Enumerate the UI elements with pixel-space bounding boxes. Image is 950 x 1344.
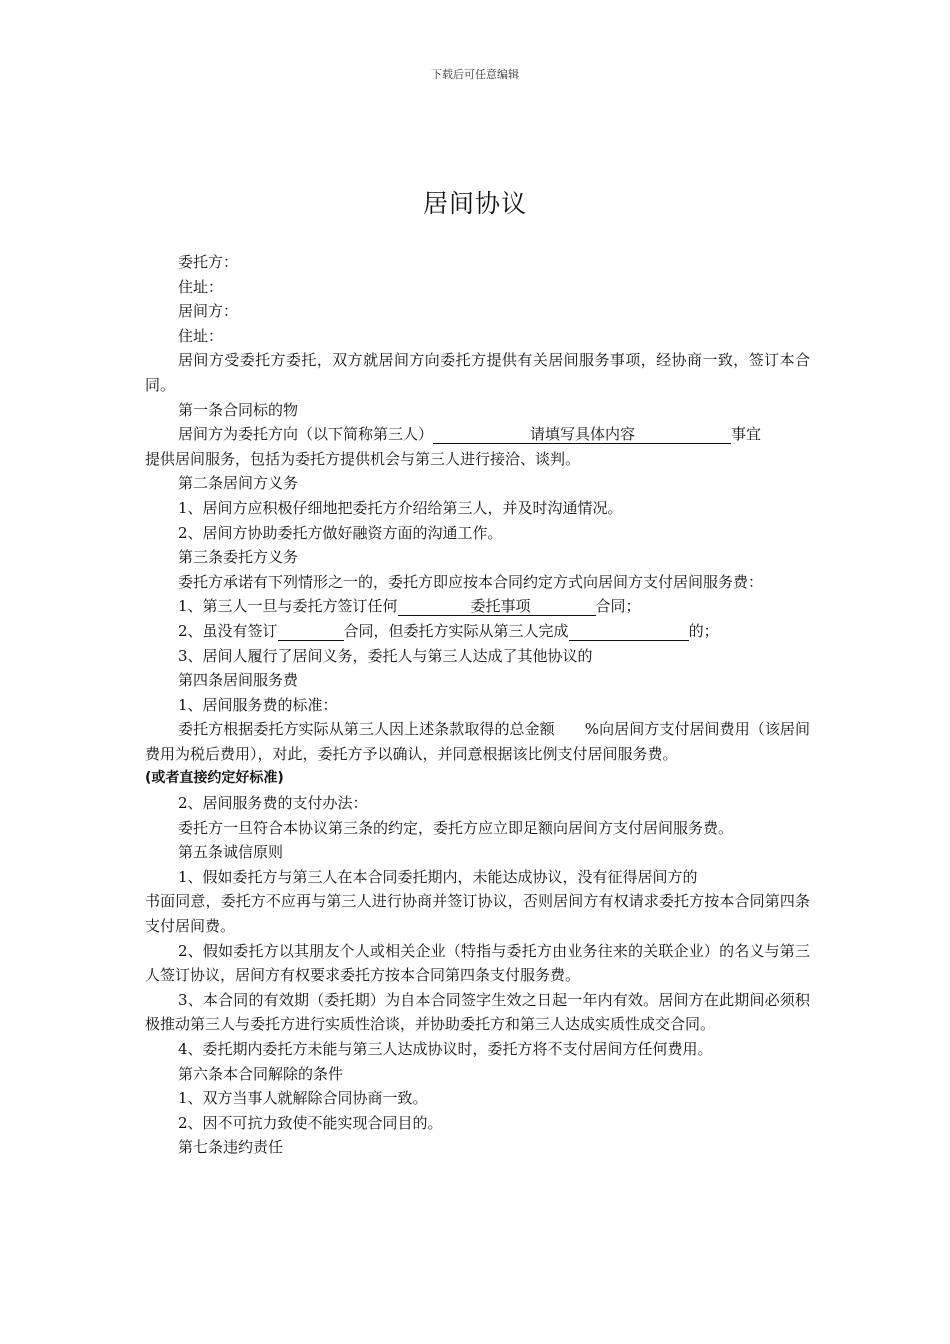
contract-blank[interactable] [278,623,344,641]
article-5-item-3: 3、本合同的有效期（委托期）为自本合同签字生效之日起一年内有效。居间方在此期间必须积极推动第三人与委托方进行实质性洽谈，并协助委托方和第三人达成实质性成交合同。 [145,990,810,1034]
article-3-item-3: 3、居间人履行了居间义务，委托人与第三人达成了其他协议的 [178,646,593,665]
broker-address-label: 住址： [178,326,224,345]
article-1-heading: 第一条合同标的物 [178,400,299,419]
article-3-heading: 第三条委托方义务 [178,548,299,567]
document-title: 居间协议 [422,189,527,218]
article-3-item-1-prefix: 1、第三人一旦与委托方签订任何 [178,597,398,616]
broker-label: 居间方： [178,302,239,321]
article-5-item-1-rest: 书面同意，委托方不应再与第三人进行协商并签订协议，否则居间方有权请求委托方按本合同第四条支付居间费。 [145,892,810,936]
matter-blank[interactable] [398,598,596,616]
article-3-item-1 [145,594,810,619]
article-1-prefix: 居间方为委托方向（以下简称第三人） [178,425,434,444]
article-3-intro: 委托方承诺有下列情形之一的，委托方即应按本合同约定方式向居间方支付居间服务费： [178,572,764,591]
article-2-heading: 第二条居间方义务 [178,474,299,493]
article-3-item-2-c: 的； [688,621,719,640]
article-4-heading: 第四条居间服务费 [178,671,299,690]
article-5-heading: 第五条诚信原则 [178,843,284,862]
document-body [145,250,810,1160]
article-1-line2: 提供居间服务，包括为委托方提供机会与第三人进行接洽、谈判。 [145,449,581,468]
subject-blank-text: 请填写具体内容 [530,425,636,444]
article-6-heading: 第六条本合同解除的条件 [178,1064,344,1083]
article-6-item-2: 2、因不可抗力致使不能实现合同目的。 [178,1113,443,1132]
subject-blank[interactable] [433,426,731,444]
article-2-item-1: 1、居间方应积极仔细地把委托方介绍给第三人，并及时沟通情况。 [178,498,623,517]
article-2-item-2: 2、居间方协助委托方做好融资方面的沟通工作。 [178,523,503,542]
article-5-item-2: 2、假如委托方以其朋友个人或相关企业（特指与委托方由业务往来的关联企业）的名义与第三人签订协议，居间方有权要求委托方按本合同第四条支付服务费。 [145,941,810,985]
article-4-fee-paragraph [145,717,810,766]
article-3-item-2-b: 合同，但委托方实际从第三人完成 [343,621,569,640]
article-3-item-2-a: 2、虽没有签订 [178,621,278,640]
completion-blank[interactable] [569,623,689,641]
article-4-para-b: %向居间方支付居间费用（该居间费用为税后费用），对此，委托方予以确认，并同意根据该比例支付居间服务费。 [145,720,810,763]
client-address-label: 住址： [178,277,224,296]
matter-blank-text: 委托事项 [470,597,531,616]
article-6-item-1: 1、双方当事人就解除合同协商一致。 [178,1089,428,1108]
client-label: 委托方： [178,253,239,271]
article-1-suffix: 事宜 [731,425,762,444]
article-4-payment-paragraph: 委托方一旦符合本协议第三条的约定，委托方应立即足额向居间方支付居间服务费。 [178,818,734,837]
intro-paragraph: 居间方受委托方委托，双方就居间方向委托方提供有关居间服务事项，经协商一致，签订本合同。 [145,351,810,394]
article-3-item-2 [145,619,810,644]
article-4-sub-2: 2、居间服务费的支付办法： [178,794,368,813]
article-4-para-a: 委托方根据委托方实际从第三人因上述条款取得的总金额 [178,720,555,739]
page-header: 下载后可任意编辑 [431,68,519,81]
article-7-heading: 第七条违约责任 [178,1138,284,1157]
article-4-note: (或者直接约定好标准) [145,770,284,787]
article-5-item-1-line-1: 1、假如委托方与第三人在本合同委托期内，未能达成协议，没有征得居间方的 [178,867,698,886]
article-1-line [145,422,810,447]
article-3-item-1-suffix: 合同； [595,597,641,616]
article-4-sub-1: 1、居间服务费的标准： [178,695,338,714]
article-5-item-4: 4、委托期内委托方未能与第三人达成协议时，委托方将不支付居间方任何费用。 [178,1040,713,1058]
